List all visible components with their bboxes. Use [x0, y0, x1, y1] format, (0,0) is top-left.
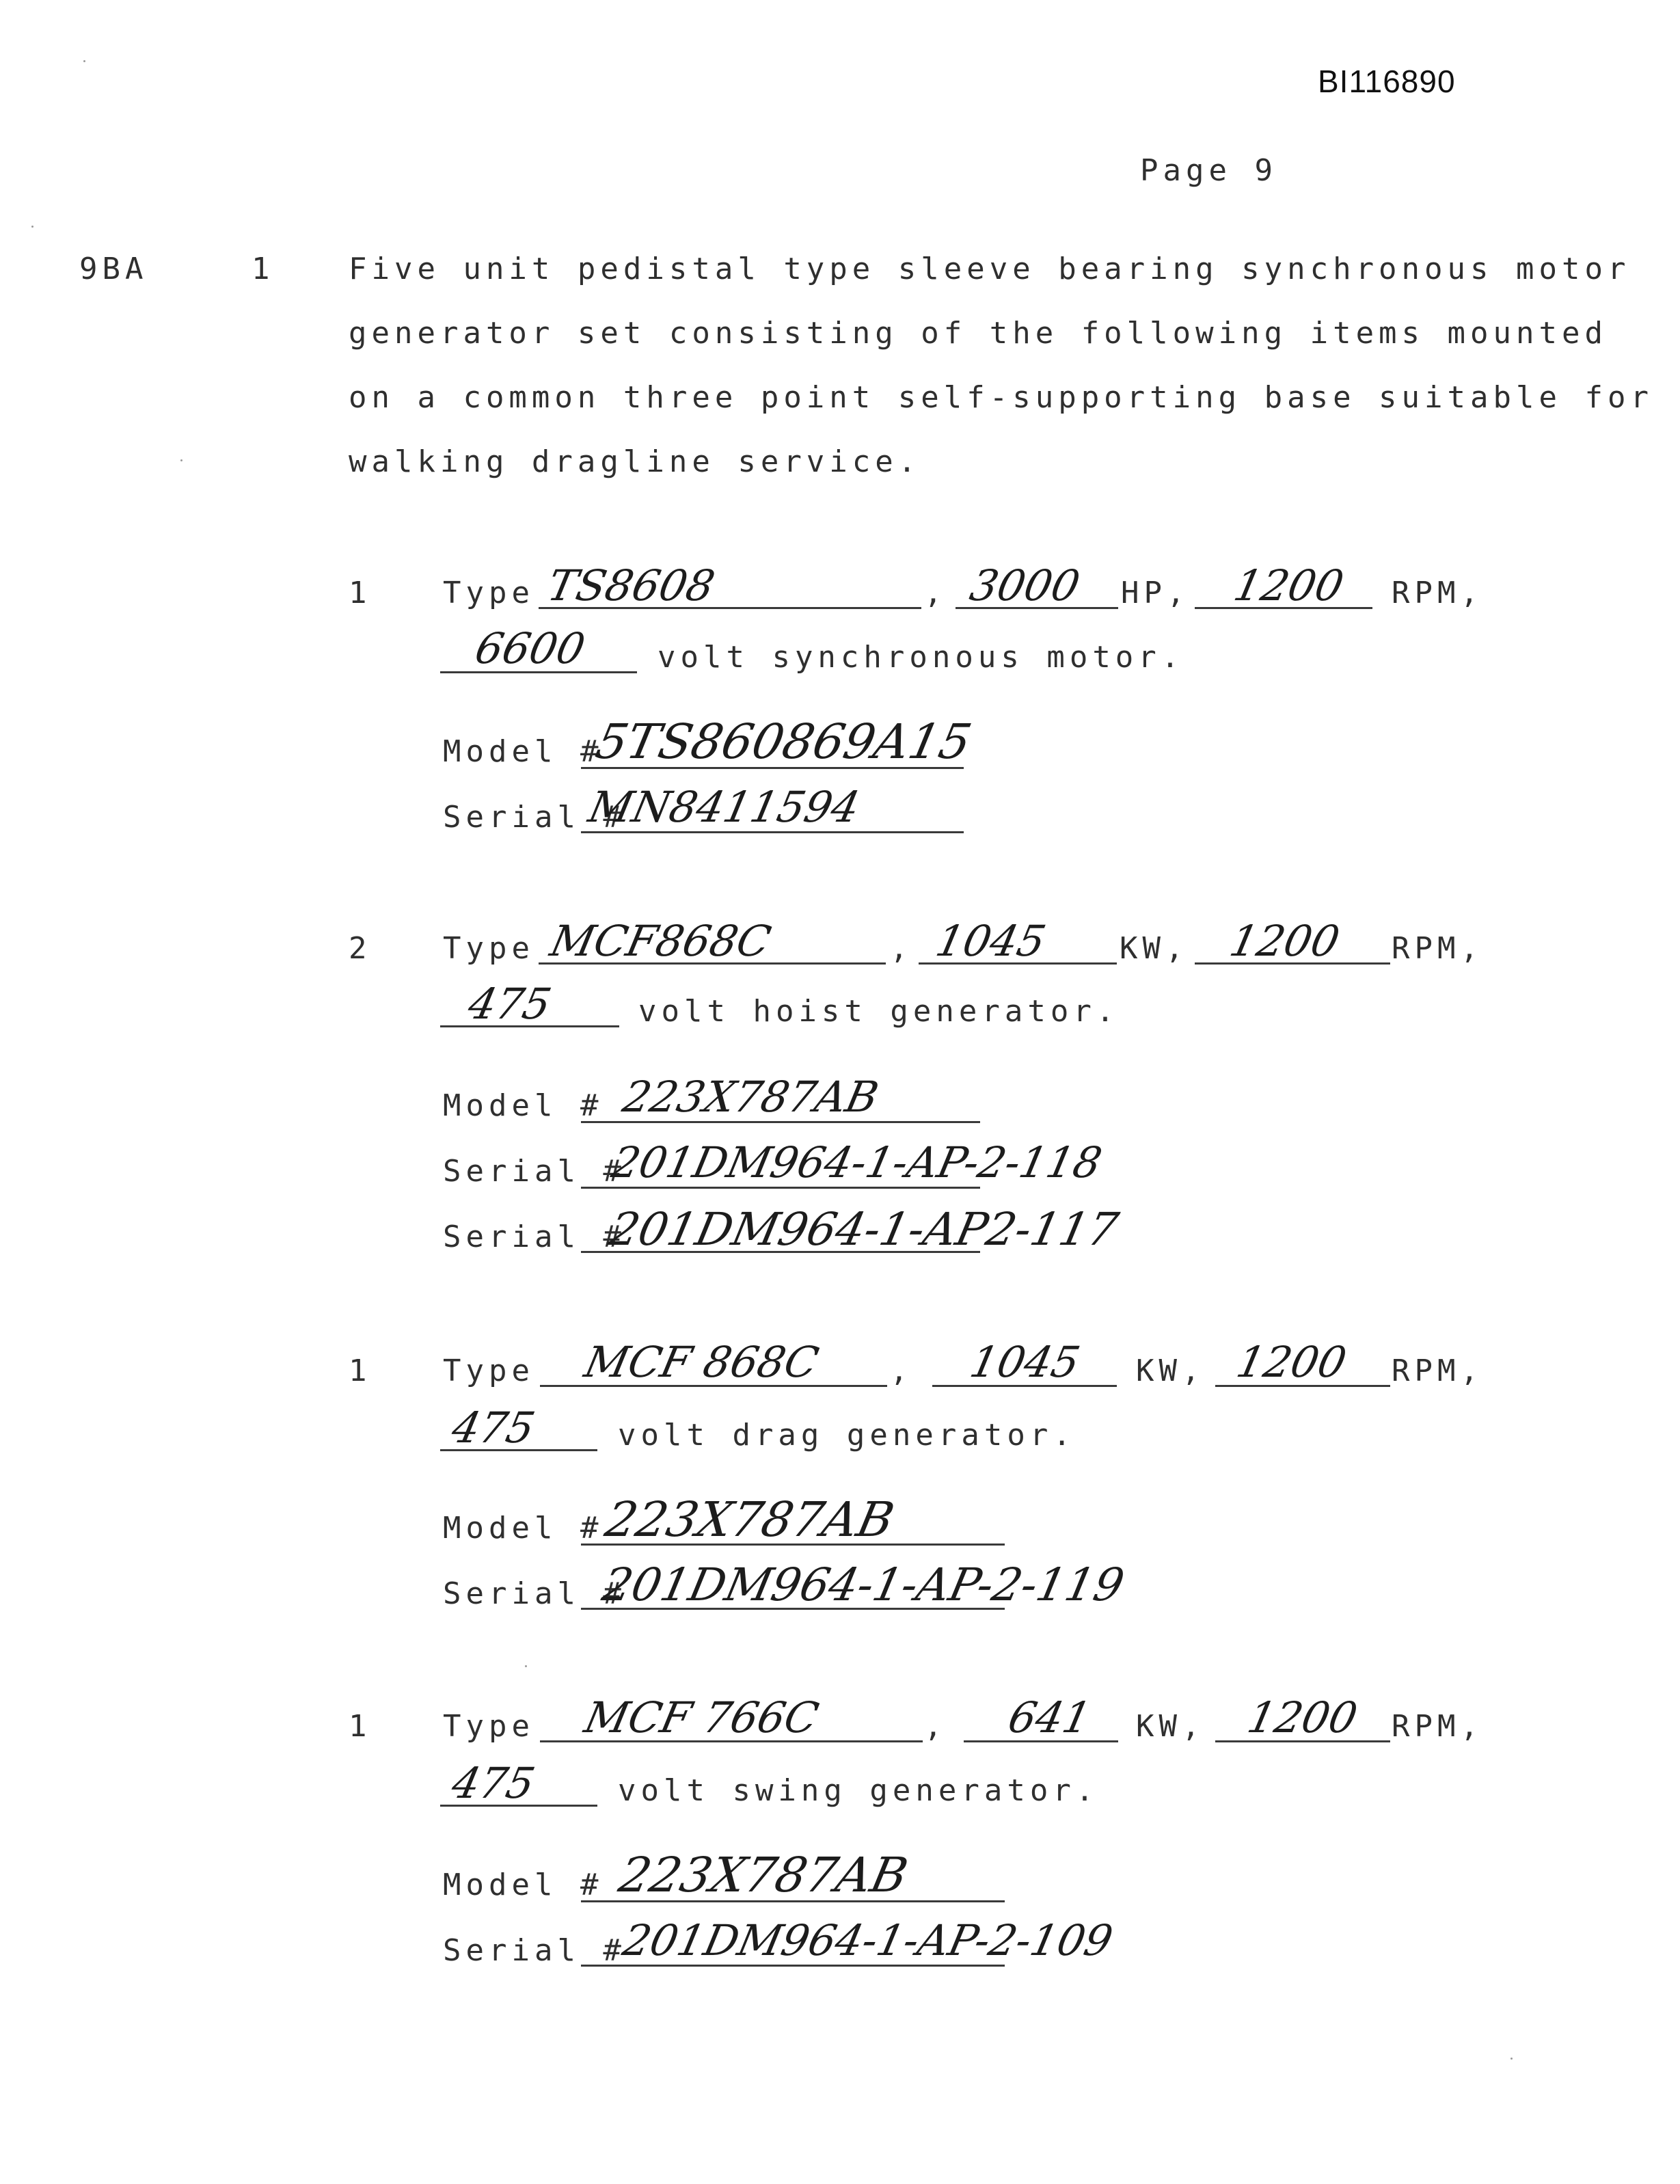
description-line: Five unit pedistal type sleeve bearing synchronous motor	[349, 252, 1631, 286]
power-value: 1045	[965, 1337, 1085, 1387]
model-label: Model #	[443, 1868, 604, 1902]
comma: ,	[924, 1709, 947, 1744]
type-label: Type	[443, 576, 534, 610]
power-value: 1045	[931, 916, 1051, 966]
scan-speck	[525, 1665, 527, 1667]
type-value: MCF 766C	[580, 1693, 823, 1742]
unit-quantity: 1	[349, 1353, 372, 1388]
rpm-label: RPM,	[1392, 1709, 1483, 1744]
volt-description: volt drag generator.	[618, 1418, 1076, 1453]
rpm-label: RPM,	[1392, 1353, 1483, 1388]
kw-label: KW,	[1136, 1709, 1205, 1744]
type-label: Type	[443, 931, 534, 966]
type-value: MCF 868C	[580, 1337, 823, 1387]
model-label: Model #	[443, 734, 604, 769]
volt-description: volt synchronous motor.	[658, 640, 1184, 675]
model-label: Model #	[443, 1511, 604, 1546]
document-id: BI116890	[1318, 64, 1456, 99]
serial-value: 201DM964-1-AP-2-109	[618, 1915, 1117, 1965]
volt-description: volt hoist generator.	[638, 994, 1120, 1029]
serial-value: MN8411594	[584, 782, 865, 832]
unit-quantity: 2	[349, 931, 372, 966]
rpm-value: 1200	[1243, 1693, 1362, 1742]
comma: ,	[890, 931, 913, 966]
model-label: Model #	[443, 1088, 604, 1123]
volt-value: 475	[447, 1403, 539, 1453]
rpm-label: RPM,	[1392, 576, 1483, 610]
model-value: 5TS860869A15	[591, 714, 977, 770]
scan-speck	[180, 459, 182, 461]
unit-quantity: 1	[349, 1709, 372, 1744]
scan-speck	[1510, 2058, 1513, 2060]
power-value: 3000	[965, 561, 1085, 610]
scan-speck	[31, 226, 33, 228]
type-value: TS8608	[543, 561, 720, 610]
model-value: 223X787AB	[600, 1492, 899, 1548]
page-number: Page 9	[1140, 153, 1277, 188]
rpm-value: 1200	[1229, 561, 1349, 610]
serial-value: 201DM964-1-AP-2-119	[597, 1559, 1129, 1611]
description-line: generator set consisting of the following items mounted	[349, 316, 1608, 351]
rpm-value: 1200	[1232, 1337, 1351, 1387]
type-value: MCF868C	[545, 916, 776, 966]
volt-value: 475	[463, 979, 556, 1029]
serial-label: Serial #	[443, 1154, 626, 1189]
volt-value: 475	[447, 1758, 539, 1808]
unit-quantity: 1	[349, 576, 372, 610]
scan-speck	[83, 60, 85, 62]
description-line: on a common three point self-supporting base suitable for	[349, 380, 1653, 415]
hp-label: HP,	[1121, 576, 1190, 610]
model-value: 223X787AB	[614, 1847, 913, 1903]
item-quantity: 1	[252, 252, 275, 286]
serial-label: Serial #	[443, 800, 626, 835]
comma: ,	[924, 576, 947, 610]
kw-label: KW,	[1120, 931, 1189, 966]
comma: ,	[890, 1353, 913, 1388]
serial-label: Serial #	[443, 1219, 626, 1254]
power-value: 641	[1003, 1693, 1096, 1742]
kw-label: KW,	[1136, 1353, 1205, 1388]
rpm-value: 1200	[1225, 916, 1344, 966]
rpm-label: RPM,	[1392, 931, 1483, 966]
volt-description: volt swing generator.	[618, 1773, 1099, 1808]
serial-label: Serial #	[443, 1576, 626, 1611]
item-code: 9BA	[79, 252, 148, 286]
model-value: 223X787AB	[618, 1072, 883, 1122]
description-line: walking dragline service.	[349, 444, 921, 479]
serial-value: 201DM964-1-AP-2-118	[607, 1137, 1107, 1187]
volt-value: 6600	[470, 623, 590, 673]
serial-value: 201DM964-1-AP2-117	[604, 1203, 1123, 1256]
type-label: Type	[443, 1353, 534, 1388]
serial-label: Serial #	[443, 1933, 626, 1968]
type-label: Type	[443, 1709, 534, 1744]
